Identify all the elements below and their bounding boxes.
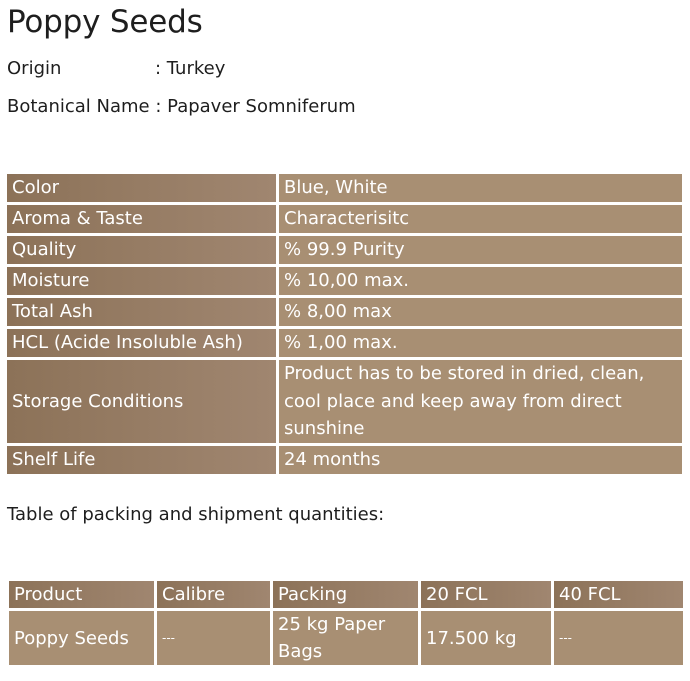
packing-table — [6, 578, 686, 668]
spec-key: Color — [7, 174, 276, 202]
spec-value: % 99.9 Purity — [279, 236, 682, 264]
spec-key: Aroma & Taste — [7, 205, 276, 233]
spec-row — [7, 205, 682, 233]
spec-key: HCL (Acide Insoluble Ash) — [7, 329, 276, 357]
spec-value: Product has to be stored in dried, clean, cool place and keep away from direct sunshine — [279, 360, 682, 443]
spec-value: Blue, White — [279, 174, 682, 202]
spec-row — [7, 298, 682, 326]
botanical-name-row — [7, 95, 356, 119]
packing-intro: Table of packing and shipment quantities: — [7, 504, 385, 525]
spec-key: Total Ash — [7, 298, 276, 326]
spec-row — [7, 267, 682, 295]
packing-header-row — [9, 581, 683, 608]
page-title: Poppy Seeds — [7, 4, 203, 40]
botanical-name-value: : Papaver Somniferum — [155, 96, 356, 117]
spec-value: 24 months — [279, 446, 682, 474]
cell-40fcl: --- — [554, 611, 683, 665]
spec-value: % 10,00 max. — [279, 267, 682, 295]
spec-value: % 1,00 max. — [279, 329, 682, 357]
specifications-table — [4, 171, 685, 477]
spec-value: Characterisitc — [279, 205, 682, 233]
spec-row — [7, 329, 682, 357]
column-header-product: Product — [9, 581, 154, 608]
cell-packing: 25 kg Paper Bags — [273, 611, 418, 665]
column-header-20fcl: 20 FCL — [421, 581, 551, 608]
spec-row — [7, 360, 682, 443]
column-header-packing: Packing — [273, 581, 418, 608]
column-header-calibre: Calibre — [157, 581, 270, 608]
cell-20fcl: 17.500 kg — [421, 611, 551, 665]
botanical-name-label: Botanical Name — [7, 96, 150, 117]
cell-calibre: --- — [157, 611, 270, 665]
spec-key: Storage Conditions — [7, 360, 276, 443]
origin-value: : Turkey — [155, 58, 226, 79]
spec-key: Shelf Life — [7, 446, 276, 474]
spec-row — [7, 174, 682, 202]
spec-row — [7, 236, 682, 264]
table-row — [9, 611, 683, 665]
spec-value: % 8,00 max — [279, 298, 682, 326]
column-header-40fcl: 40 FCL — [554, 581, 683, 608]
spec-row — [7, 446, 682, 474]
origin-label: Origin — [7, 58, 62, 79]
spec-key: Moisture — [7, 267, 276, 295]
origin-row — [7, 57, 226, 81]
spec-key: Quality — [7, 236, 276, 264]
cell-product: Poppy Seeds — [9, 611, 154, 665]
